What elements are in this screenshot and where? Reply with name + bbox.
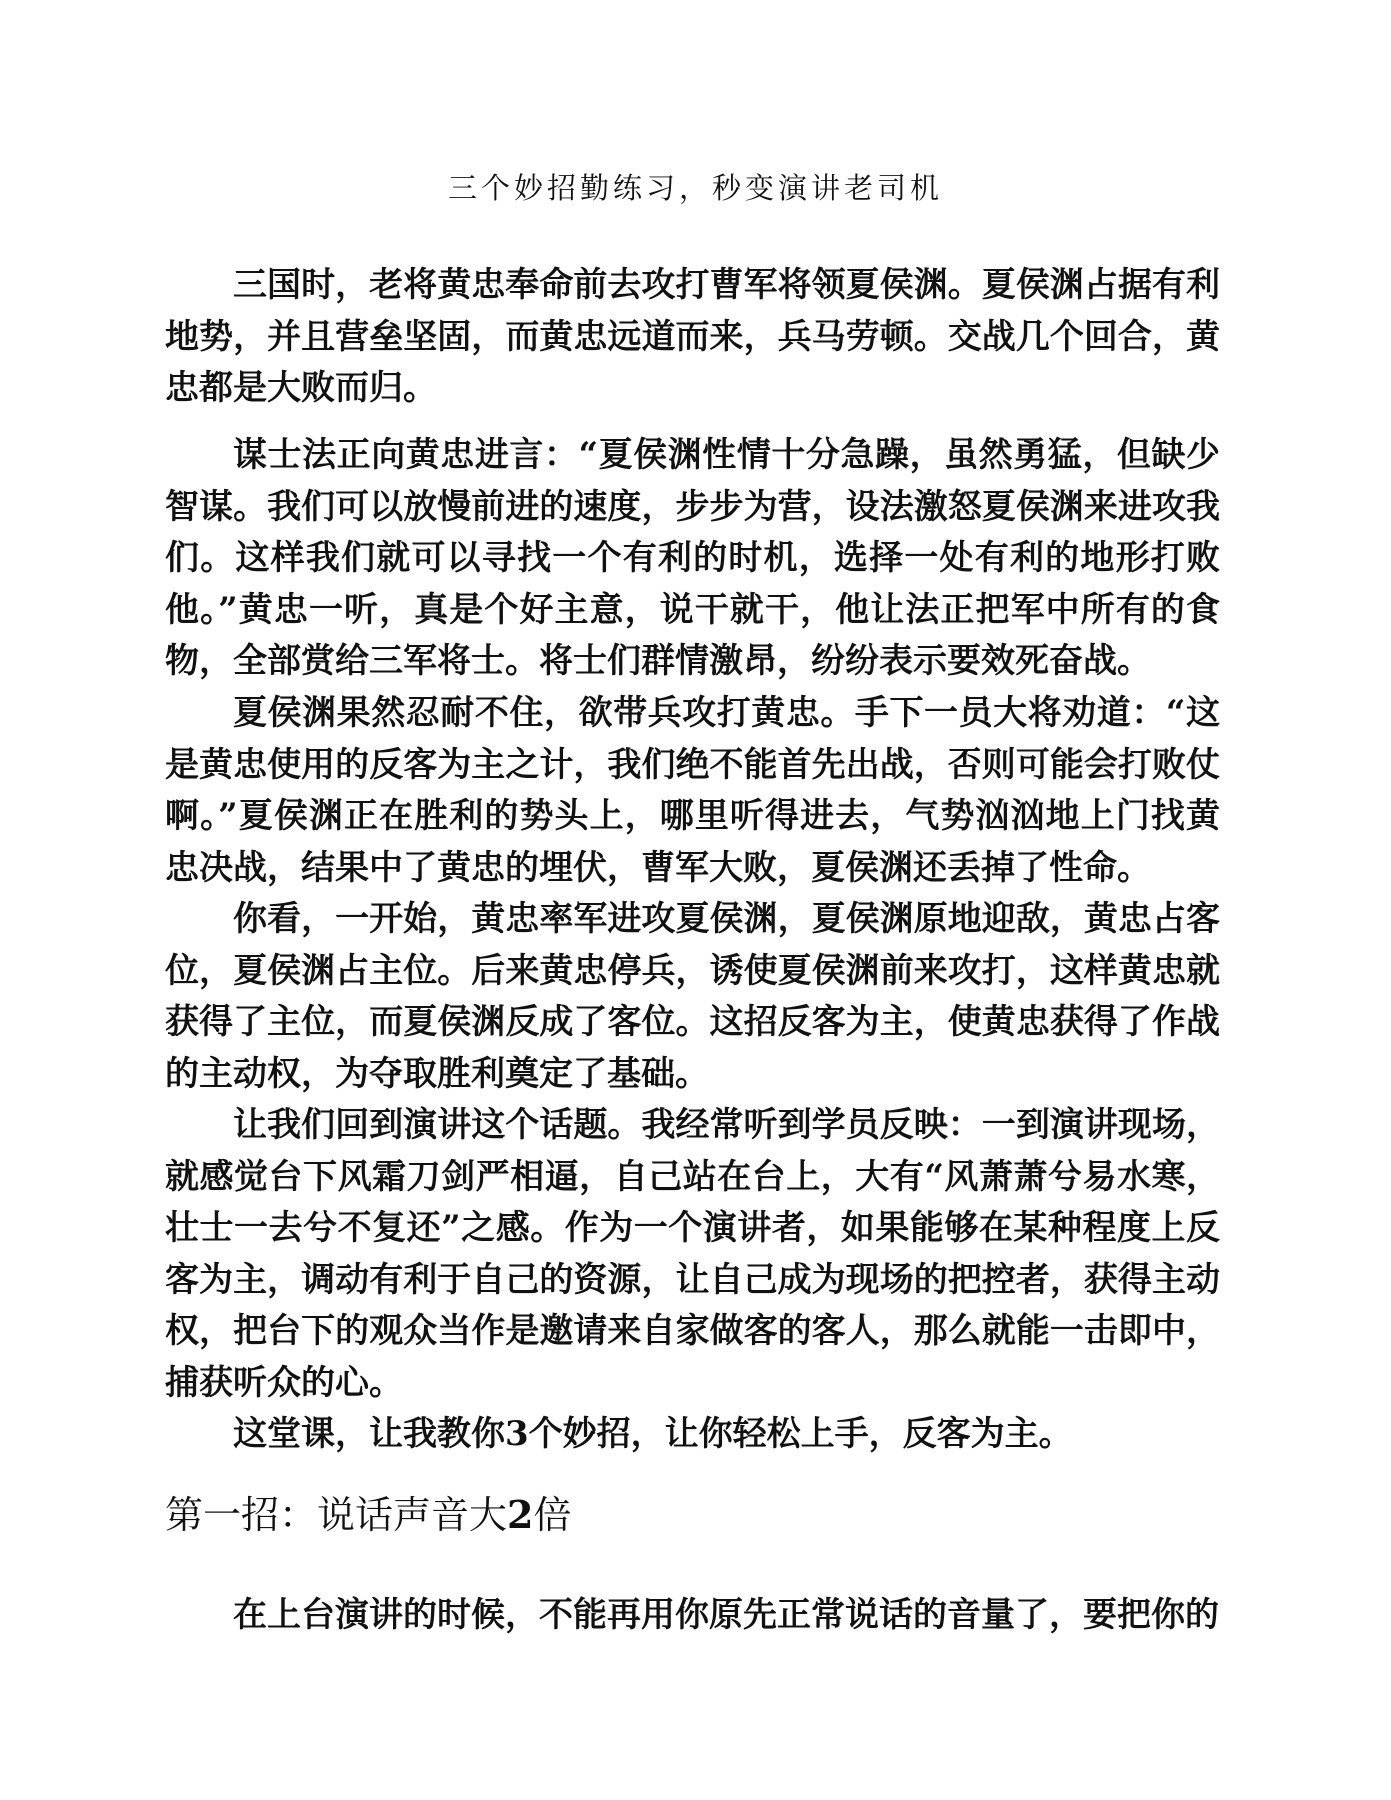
- section-heading-suffix: 倍: [533, 1493, 572, 1537]
- paragraph-5: 让我们回到演讲这个话题。我经常听到学员反映：一到演讲现场，就感觉台下风霜刀剑严相逼，自己站在台上，大有“风萧萧兮易水寒，壮士一去兮不复还”之感。作为一个演讲者，如果能够在某种程度上反客为主，调动有利于自己的资源，让自己成为现场的把控者，获得主动权，把台下的观众当作是邀请来自家做客的客人，那么就能一击即中，捕获听众的心。: [165, 1105, 1220, 1403]
- section-paragraph-1: 在上台演讲的时候，不能再用你原先正常说话的音量了，要把你的: [233, 1595, 1219, 1635]
- paragraph-6: 这堂课，让我教你3个妙招，让你轻松上手，反客为主。: [233, 1414, 1073, 1454]
- section-heading-number: 2: [507, 1492, 534, 1537]
- section-heading-prefix: 第一招：说话声音大: [165, 1493, 508, 1537]
- section-heading: [165, 1490, 571, 1540]
- paragraph-4: 你看，一开始，黄忠率军进攻夏侯渊，夏侯渊原地迎敌，黄忠占客位，夏侯渊占主位。后来黄忠停兵，诱使夏侯渊前来攻打，这样黄忠就获得了主位，而夏侯渊反成了客位。这招反客为主，使黄忠获得了作战的主动权，为夺取胜利奠定了基础。: [165, 899, 1220, 1094]
- paragraph-2: 谋士法正向黄忠进言：“夏侯渊性情十分急躁，虽然勇猛，但缺少智谋。我们可以放慢前进的速度，步步为营，设法激怒夏侯渊来进攻我们。这样我们就可以寻找一个有利的时机，选择一处有利的地形打败他。”黄忠一听，真是个好主意，说干就干，他让法正把军中所有的食物，全部赏给三军将士。将士们群情激昂，纷纷表示要效死奋战。: [165, 435, 1220, 681]
- document-title: 三个妙招勤练习，秒变演讲老司机: [447, 171, 943, 205]
- paragraph-3: 夏侯渊果然忍耐不住，欲带兵攻打黄忠。手下一员大将劝道：“这是黄忠使用的反客为主之计，我们绝不能首先出战，否则可能会打败仗啊。”夏侯渊正在胜利的势头上，哪里听得进去，气势汹汹地上门找黄忠决战，结果中了黄忠的埋伏，曹军大败，夏侯渊还丢掉了性命。: [165, 693, 1220, 888]
- paragraph-1: 三国时，老将黄忠奉命前去攻打曹军将领夏侯渊。夏侯渊占据有利地势，并且营垒坚固，而黄忠远道而来，兵马劳顿。交战几个回合，黄忠都是大败而归。: [165, 265, 1220, 408]
